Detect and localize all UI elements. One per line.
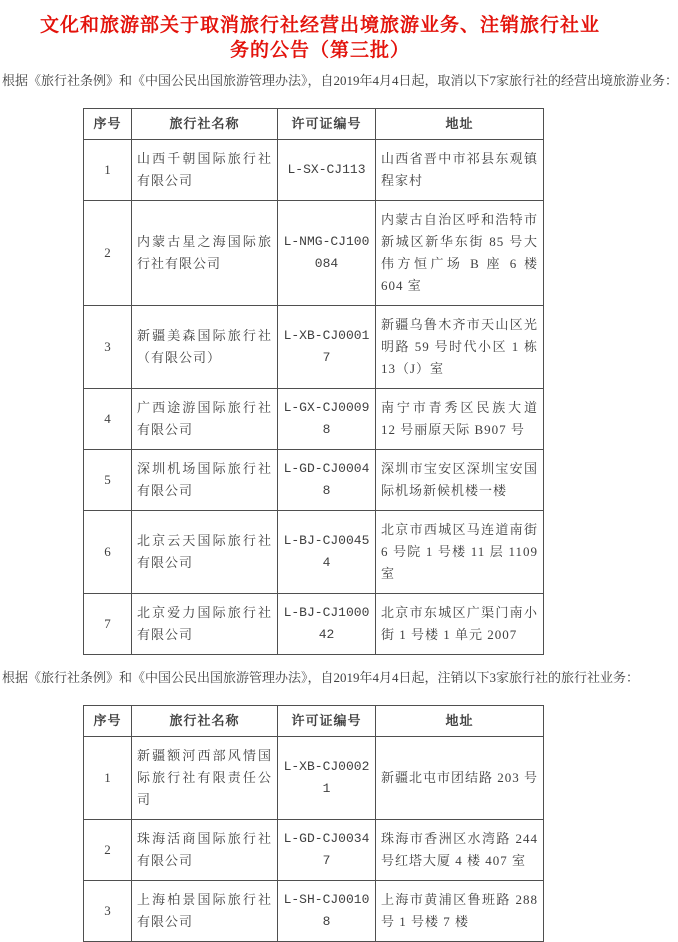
- intro-paragraph-deregister: 根据《旅行社条例》和《中国公民出国旅游管理办法》，自2019年4月4日起，注销以下3家旅行社的旅行社业务：: [2, 670, 640, 685]
- cell-address: 深圳市宝安区深圳宝安国际机场新候机楼一楼: [376, 450, 544, 511]
- cell-address: 内蒙古自治区呼和浩特市新城区新华东街 85 号大伟方恒广场 B 座 6 楼 604 室: [376, 201, 544, 306]
- table-row: [84, 450, 544, 511]
- cell-serial: 3: [84, 306, 132, 389]
- header-serial-number: 序号: [84, 109, 132, 140]
- cell-agency-name: 北京云天国际旅行社有限公司: [132, 511, 278, 594]
- cell-agency-name: 北京爱力国际旅行社有限公司: [132, 594, 278, 655]
- title-line-2: 务的公告（第三批）: [229, 40, 410, 61]
- cell-serial: 4: [84, 389, 132, 450]
- cell-agency-name: 内蒙古星之海国际旅行社有限公司: [132, 201, 278, 306]
- cell-license: L-XB-CJ00021: [278, 737, 376, 820]
- table-row: [84, 201, 544, 306]
- cell-agency-name: 广西途游国际旅行社有限公司: [132, 389, 278, 450]
- table-header-row: [84, 706, 544, 737]
- cell-license: L-BJ-CJ100042: [278, 594, 376, 655]
- header-agency-name: 旅行社名称: [132, 109, 278, 140]
- cell-agency-name: 山西千朝国际旅行社有限公司: [132, 140, 278, 201]
- table-header-row: [84, 109, 544, 140]
- header-agency-name: 旅行社名称: [132, 706, 278, 737]
- table-row: [84, 389, 544, 450]
- header-serial-number: 序号: [84, 706, 132, 737]
- cell-serial: 5: [84, 450, 132, 511]
- cancelled-agencies-table: [83, 108, 544, 655]
- table-row: [84, 820, 544, 881]
- cell-license: L-GX-CJ00098: [278, 389, 376, 450]
- cell-address: 南宁市青秀区民族大道 12 号丽原天际 B907 号: [376, 389, 544, 450]
- title-line-1: 文化和旅游部关于取消旅行社经营出境旅游业务、注销旅行社业: [39, 15, 600, 36]
- cell-address: 新疆乌鲁木齐市天山区光明路 59 号时代小区 1 栋 13（J）室: [376, 306, 544, 389]
- cell-address: 山西省晋中市祁县东观镇程家村: [376, 140, 544, 201]
- cell-serial: 1: [84, 140, 132, 201]
- cell-license: L-GD-CJ00048: [278, 450, 376, 511]
- table-row: [84, 881, 544, 942]
- header-address: 地址: [376, 706, 544, 737]
- cell-serial: 6: [84, 511, 132, 594]
- announcement-page: [0, 13, 678, 929]
- cell-agency-name: 珠海活商国际旅行社有限公司: [132, 820, 278, 881]
- header-license-number: 许可证编号: [278, 706, 376, 737]
- header-address: 地址: [376, 109, 544, 140]
- cell-agency-name: 新疆额河西部风情国际旅行社有限责任公司: [132, 737, 278, 820]
- cell-license: L-BJ-CJ00454: [278, 511, 376, 594]
- table-row: [84, 140, 544, 201]
- cell-license: L-SX-CJ113: [278, 140, 376, 201]
- cell-agency-name: 新疆美森国际旅行社（有限公司）: [132, 306, 278, 389]
- table-row: [84, 511, 544, 594]
- cell-address: 珠海市香洲区水湾路 244 号红塔大厦 4 楼 407 室: [376, 820, 544, 881]
- cell-serial: 2: [84, 820, 132, 881]
- cell-license: L-NMG-CJ100084: [278, 201, 376, 306]
- table-row: [84, 594, 544, 655]
- cell-address: 北京市西城区马连道南街 6 号院 1 号楼 11 层 1109 室: [376, 511, 544, 594]
- cell-agency-name: 深圳机场国际旅行社有限公司: [132, 450, 278, 511]
- table-row: [84, 737, 544, 820]
- cell-license: L-XB-CJ00017: [278, 306, 376, 389]
- cell-serial: 3: [84, 881, 132, 942]
- table-row: [84, 306, 544, 389]
- header-license-number: 许可证编号: [278, 109, 376, 140]
- cell-address: 北京市东城区广渠门南小街 1 号楼 1 单元 2007: [376, 594, 544, 655]
- cell-address: 新疆北屯市团结路 203 号: [376, 737, 544, 820]
- cell-serial: 7: [84, 594, 132, 655]
- cell-agency-name: 上海柏景国际旅行社有限公司: [132, 881, 278, 942]
- deregistered-agencies-table: [83, 705, 544, 942]
- cell-address: 上海市黄浦区鲁班路 288 号 1 号楼 7 楼: [376, 881, 544, 942]
- intro-paragraph-cancel: 根据《旅行社条例》和《中国公民出国旅游管理办法》，自2019年4月4日起，取消以下7家旅行社的经营出境旅游业务：: [2, 73, 678, 88]
- cell-license: L-GD-CJ00347: [278, 820, 376, 881]
- cell-license: L-SH-CJ00108: [278, 881, 376, 942]
- cell-serial: 1: [84, 737, 132, 820]
- announcement-title: [0, 13, 640, 63]
- cell-serial: 2: [84, 201, 132, 306]
